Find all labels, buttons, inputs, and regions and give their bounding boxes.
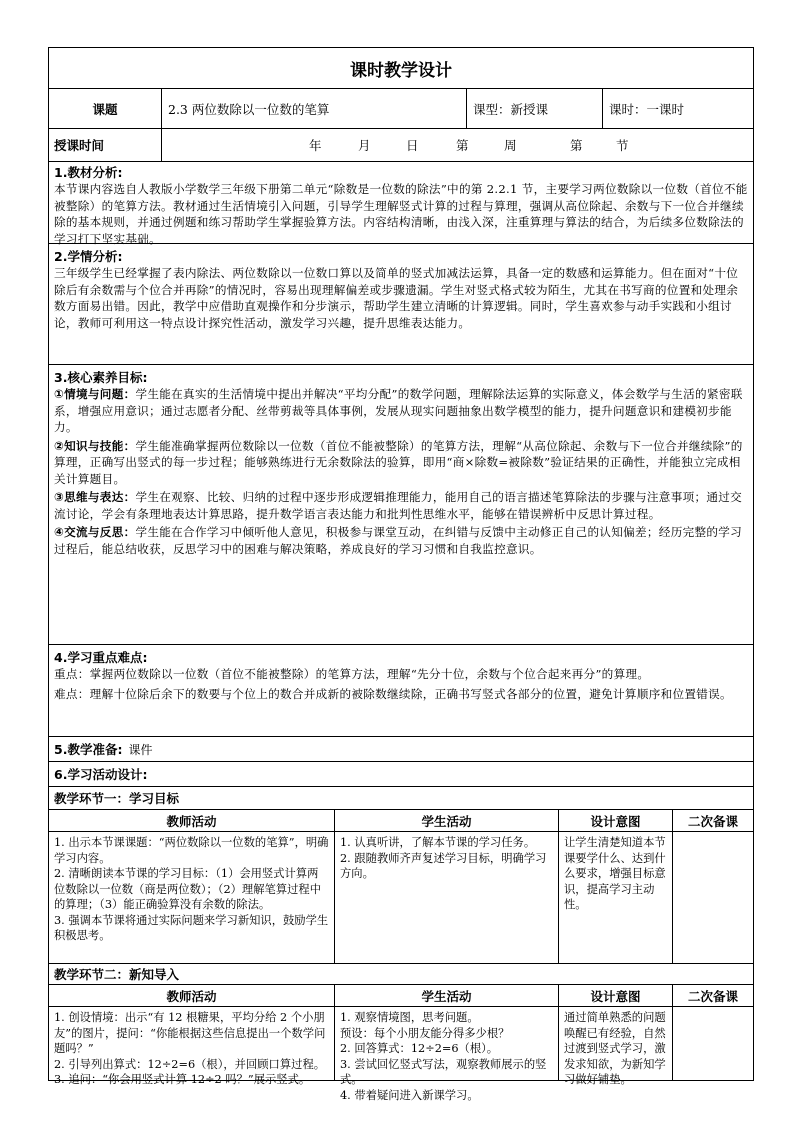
student-activity-cell: [334, 1007, 558, 1102]
section-title: 4.学习重点难点:: [54, 650, 148, 665]
lesson-type: 课型：新授课: [473, 101, 549, 117]
stage-title: 教学环节一：学习目标: [54, 791, 180, 806]
day-label: 日: [406, 138, 419, 153]
teacher-step: 1. 出示本节课课题：“两位数除以一位数的笔算”，明确学习内容。: [54, 836, 329, 865]
stage2-body-row: [49, 1006, 753, 1102]
goal-text: 学生能准确掌握两位数除以一位数（首位不能被整除）的笔算方法，理解“从高位除起、余数与下一位合并继续除”的算理，正确写出竖式的每一步过程；能够熟练进行无余数除法的验算，即用“商×除数=被除数”验证结果的正确性，并能独立完成相关计算题目。: [54, 438, 743, 486]
year-label: 年: [309, 138, 322, 153]
section-title: 5.教学准备:: [54, 742, 123, 757]
section-title: 3.核心素养目标:: [54, 370, 148, 385]
key-point-text: 重点：掌握两位数除以一位数（首位不能被整除）的笔算方法，理解“先分十位，余数与个位合起来再分”的算理。: [54, 667, 650, 681]
section-prefix: 第: [570, 138, 583, 153]
section-core-goals: [49, 364, 753, 644]
month-label: 月: [358, 138, 371, 153]
student-step: 1. 观察情境图，思考问题。: [340, 1011, 479, 1024]
teacher-step: 2. 引导列出算式：12÷2=6（根），并回顾口算过程。: [54, 1057, 326, 1071]
student-step: 1. 认真听讲，了解本节课的学习任务。: [340, 836, 536, 849]
section-material-analysis: [49, 161, 753, 246]
goal-head: ③思维与表达：: [54, 490, 136, 504]
header-student: 学生活动: [334, 810, 558, 831]
page-title: 课时教学设计: [350, 60, 452, 81]
goal-text: 学生能在真实的生活情境中提出并解决“平均分配”的数学问题，理解除法运算的实际意义，体会数学与生活的紧密联系，增强应用意识；通过志愿者分配、丝带剪裁等具体事例，发展从现实问题抽象出数学模型的能力，提升问题意识和建模初步能力。: [54, 387, 743, 434]
secondary-prep-cell: [672, 1007, 753, 1080]
lesson-plan-sheet: [48, 47, 754, 1102]
section-text: 三年级学生已经掌握了表内除法、两位数除以一位数口算以及简单的竖式加减法运算，具备一定的数感和运算能力。但在面对“十位除后有余数需与个位合并再除”的情况时，容易出现理解偏差或步骤遗漏。学生对竖式格式较为陌生，尤其在书写商的位置和处理余数方面易出错。因此，教学中应借助直观操作和分步演示，帮助学生建立清晰的计算逻辑。同时，学生喜欢参与动手实践和小组讨论，教师可利用这一特点设计探究性活动，激发学习兴趣，提升思维表达能力。: [54, 266, 739, 330]
section-preparation: [49, 736, 753, 761]
header-student: 学生活动: [334, 985, 558, 1006]
design-intent-text: 让学生清楚知道本节课要学什么、达到什么要求，增强目标意识，提高学习主动性。: [564, 836, 666, 911]
goal-item: [54, 524, 748, 557]
section-title: 1.教材分析:: [54, 165, 123, 180]
stage1-header-row: [49, 809, 753, 831]
teacher-step: 1. 创设情境：出示“有 12 根糖果，平均分给 2 个小朋友”的图片，提问：“你能根据这些信息提出一个数学问题吗？”: [54, 1011, 326, 1055]
stage-title: 教学环节二：新知导入: [54, 967, 180, 982]
stage1-title-row: [49, 786, 753, 809]
header-secondary: 二次备课: [672, 810, 753, 831]
goal-text: 学生在观察、比较、归纳的过程中逐步形成逻辑推理能力，能用自己的语言描述笔算除法的步骤与注意事项；通过交流讨论，学会有条理地表达计算思路，提升数学语言表达能力和批判性思维水平，能够在错误辨析中反思计算过程。: [54, 490, 743, 521]
goal-head: ②知识与技能：: [54, 438, 136, 453]
student-step: 2. 跟随教师齐声复述学习目标，明确学习方向。: [340, 851, 547, 880]
topic-label: 课题: [92, 101, 118, 117]
header-teacher: 教师活动: [166, 813, 217, 829]
section-title: 2.学情分析:: [54, 249, 123, 264]
teacher-activity-cell: [49, 832, 334, 963]
header-row: [49, 88, 753, 128]
student-step: 4. 带着疑问进入新课学习。: [340, 1088, 479, 1102]
stage2-title-row: [49, 963, 753, 984]
section-student-analysis: [49, 243, 753, 364]
week-label: 周: [504, 138, 517, 153]
goal-item: [54, 489, 748, 522]
title-row: [49, 48, 753, 88]
stage2-header-row: [49, 984, 753, 1006]
week-prefix: 第: [456, 138, 469, 153]
time-row: [49, 128, 753, 161]
student-step: 2. 回答算式：12÷2=6（根）。: [340, 1042, 499, 1055]
section-label: 节: [616, 138, 629, 153]
design-intent-text: 通过简单熟悉的问题唤醒已有经验，自然过渡到竖式学习，激发求知欲，为新知学习做好铺垫。: [564, 1011, 666, 1086]
time-label: 授课时间: [54, 138, 105, 153]
lesson-hours: 课时：一课时: [609, 101, 685, 117]
header-secondary: 二次备课: [672, 985, 753, 1006]
section-text: 本节课内容选自人教版小学数学三年级下册第二单元“除数是一位数的除法”中的第 2.2.1 节，主要学习两位数除以一位数（首位不能被整除）的笔算方法。教材通过生活情境引入问题，引导学生理解竖式计算的过程与算理，强调从高位除起、余数与下一位合并继续除的基本规则，并通过例题和练习帮助学生掌握验算方法。内容结构清晰，由浅入深，注重算理与算法的结合，为后续多位数除法的学习打下坚实基础。: [54, 182, 748, 246]
design-intent-cell: [558, 832, 672, 963]
section-activity-design: [49, 761, 753, 786]
student-activity-cell: [334, 832, 558, 963]
section-title: 6.学习活动设计:: [54, 767, 148, 782]
goal-item: [54, 386, 748, 436]
topic-value: 2.3 两位数除以一位数的笔算: [168, 101, 330, 117]
student-step: 预设：每个小朋友能分得多少根？: [340, 1026, 510, 1040]
difficult-point-text: 难点：理解十位除后余下的数要与个位上的数合并成新的被除数继续除，正确书写竖式各部分的位置，避免计算顺序和位置错误。: [54, 686, 732, 701]
teacher-activity-cell: [49, 1007, 334, 1086]
teacher-step: 3. 追问：“你会用竖式计算 12÷2 吗？”展示竖式。: [54, 1073, 311, 1086]
goal-head: ①情境与问题：: [54, 387, 136, 401]
teacher-step: 2. 清晰朗读本节课的学习目标：（1）会用竖式计算两位数除以一位数（商是两位数）；（2）理解笔算过程中的算理；（3）能正确验算没有余数的除法。: [54, 867, 322, 911]
stage1-body-row: [49, 831, 753, 963]
goal-item: [54, 438, 748, 488]
preparation-value: 课件: [128, 742, 153, 757]
teacher-step: 3. 强调本节课将通过实际问题来学习新知识，鼓励学生积极思考。: [54, 913, 329, 942]
goal-text: 学生能在合作学习中倾听他人意见，积极参与课堂互动，在纠错与反馈中主动修正自己的认知偏差；经历完整的学习过程后，能总结收获，反思学习中的困难与解决策略，养成良好的学习习惯和自我监控意识。: [54, 525, 743, 556]
header-teacher: 教师活动: [166, 988, 217, 1004]
secondary-prep-cell: [672, 832, 753, 963]
design-intent-cell: [558, 1007, 672, 1086]
section-key-points: [49, 644, 753, 736]
goal-head: ④交流与反思：: [54, 525, 136, 539]
student-step: 3. 尝试回忆竖式写法，观察教师展示的竖式。: [340, 1057, 547, 1086]
header-intent: 设计意图: [558, 985, 672, 1006]
header-intent: 设计意图: [558, 810, 672, 831]
